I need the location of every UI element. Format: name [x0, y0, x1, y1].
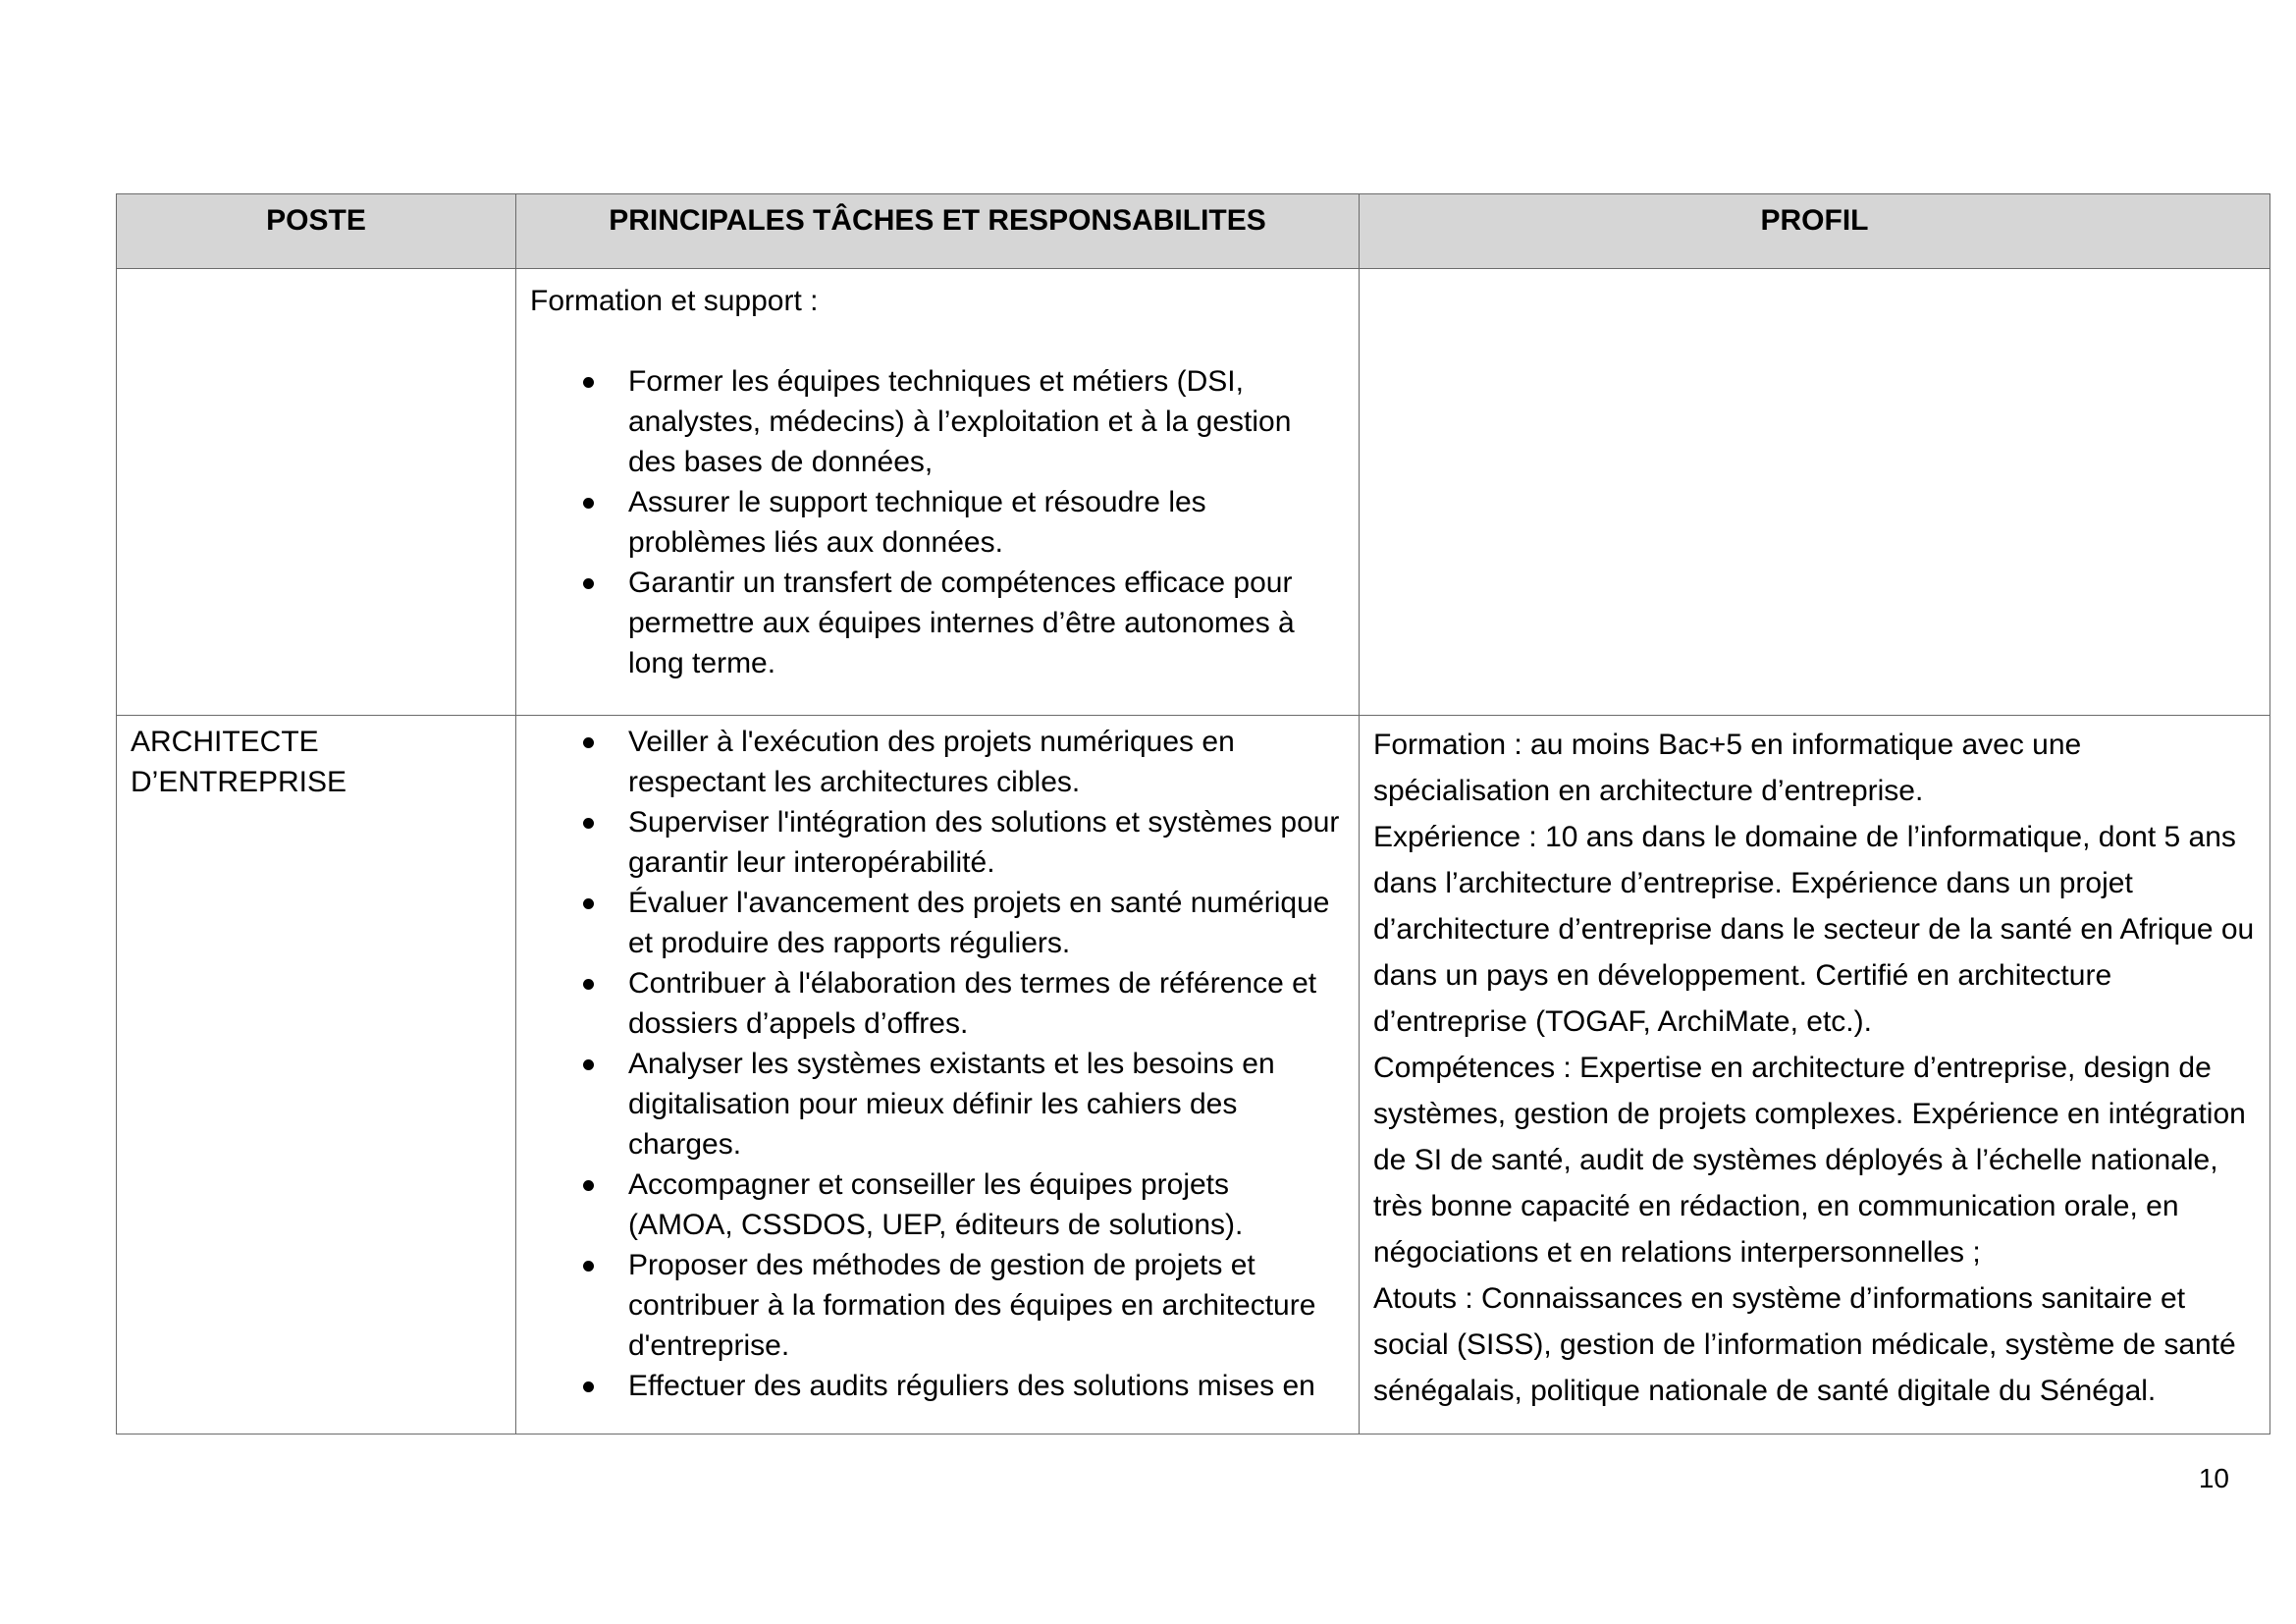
list-item [530, 883, 1345, 963]
bullet-icon [583, 737, 594, 748]
profil-formation: Formation : au moins Bac+5 en informatique avec une spécialisation en architecture d’entreprise. [1373, 729, 2082, 807]
taches-cell [516, 716, 1360, 1435]
list-item-text: Évaluer l'avancement des projets en santé numérique et produire des rapports réguliers. [628, 887, 1330, 959]
list-item [530, 722, 1345, 802]
header-poste: POSTE [117, 194, 516, 269]
job-table [116, 193, 2270, 1435]
bullet-icon [583, 578, 594, 589]
list-item-text: Accompagner et conseiller les équipes projets (AMOA, CSSDOS, UEP, éditeurs de solutions). [628, 1168, 1244, 1241]
list-item [530, 1245, 1345, 1366]
list-item [530, 563, 1345, 683]
list-item-text: Former les équipes techniques et métiers (DSI, analystes, médecins) à l’exploitation et à la gestion des bases de données, [628, 365, 1292, 478]
poste-cell [117, 269, 516, 716]
list-item [530, 1164, 1345, 1245]
header-taches: PRINCIPALES TÂCHES ET RESPONSABILITES [516, 194, 1360, 269]
taches-cell [516, 269, 1360, 716]
list-item-text: Superviser l'intégration des solutions et systèmes pour garantir leur interopérabilité. [628, 806, 1340, 879]
table-row [117, 269, 2270, 716]
bullet-icon [583, 818, 594, 829]
list-item [530, 482, 1345, 563]
taches-list [530, 722, 1345, 1406]
poste-cell: ARCHITECTE D’ENTREPRISE [117, 716, 516, 1435]
list-item-text: Contribuer à l'élaboration des termes de référence et dossiers d’appels d’offres. [628, 967, 1317, 1040]
profil-experience: Expérience : 10 ans dans le domaine de l’informatique, dont 5 ans dans l’architecture d’entreprise. Expérience dans un projet d’architecture d’entreprise dans le secteur de la santé en Afrique ou dans un pays en développement. Certifié en architecture d’entreprise (TOGAF, ArchiMate, etc.). [1373, 821, 2255, 1038]
list-item-text: Assurer le support technique et résoudre les problèmes liés aux données. [628, 486, 1206, 559]
profil-competences: Compétences : Expertise en architecture d’entreprise, design de systèmes, gestion de projets complexes. Expérience en intégration de SI de santé, audit de systèmes déployés à l’échelle nationale, très bonne capacité en rédaction, en communication orale, en négociations et en relations interpersonnelles ; [1373, 1052, 2246, 1269]
list-item [530, 1366, 1345, 1406]
list-item-text: Veiller à l'exécution des projets numériques en respectant les architectures cibles. [628, 726, 1235, 798]
taches-intro: Formation et support : [530, 285, 819, 317]
list-item-text: Garantir un transfert de compétences efficace pour permettre aux équipes internes d’être autonomes à long terme. [628, 567, 1295, 679]
list-item-text: Effectuer des audits réguliers des solutions mises en [628, 1370, 1315, 1402]
list-item-text: Analyser les systèmes existants et les besoins en digitalisation pour mieux définir les cahiers des charges. [628, 1048, 1275, 1161]
bullet-icon [583, 1381, 594, 1392]
bullet-icon [583, 498, 594, 509]
bullet-icon [583, 377, 594, 388]
list-item [530, 361, 1345, 482]
list-item [530, 1044, 1345, 1164]
table-header-row [117, 194, 2270, 269]
bullet-icon [583, 1180, 594, 1191]
bullet-icon [583, 1059, 594, 1070]
list-item [530, 963, 1345, 1044]
list-item-text: Proposer des méthodes de gestion de projets et contribuer à la formation des équipes en architecture d'entreprise. [628, 1249, 1316, 1362]
profil-cell [1360, 269, 2270, 716]
page-number: 10 [2198, 1463, 2229, 1493]
bullet-icon [583, 898, 594, 909]
taches-list [530, 361, 1345, 683]
table-row [117, 716, 2270, 1435]
list-item [530, 802, 1345, 883]
bullet-icon [583, 979, 594, 990]
bullet-icon [583, 1261, 594, 1272]
profil-cell [1360, 716, 2270, 1435]
header-profil: PROFIL [1360, 194, 2270, 269]
profil-atouts: Atouts : Connaissances en système d’informations sanitaire et social (SISS), gestion de l’information médicale, système de santé sénégalais, politique nationale de santé digitale du Sénégal. [1373, 1282, 2236, 1407]
